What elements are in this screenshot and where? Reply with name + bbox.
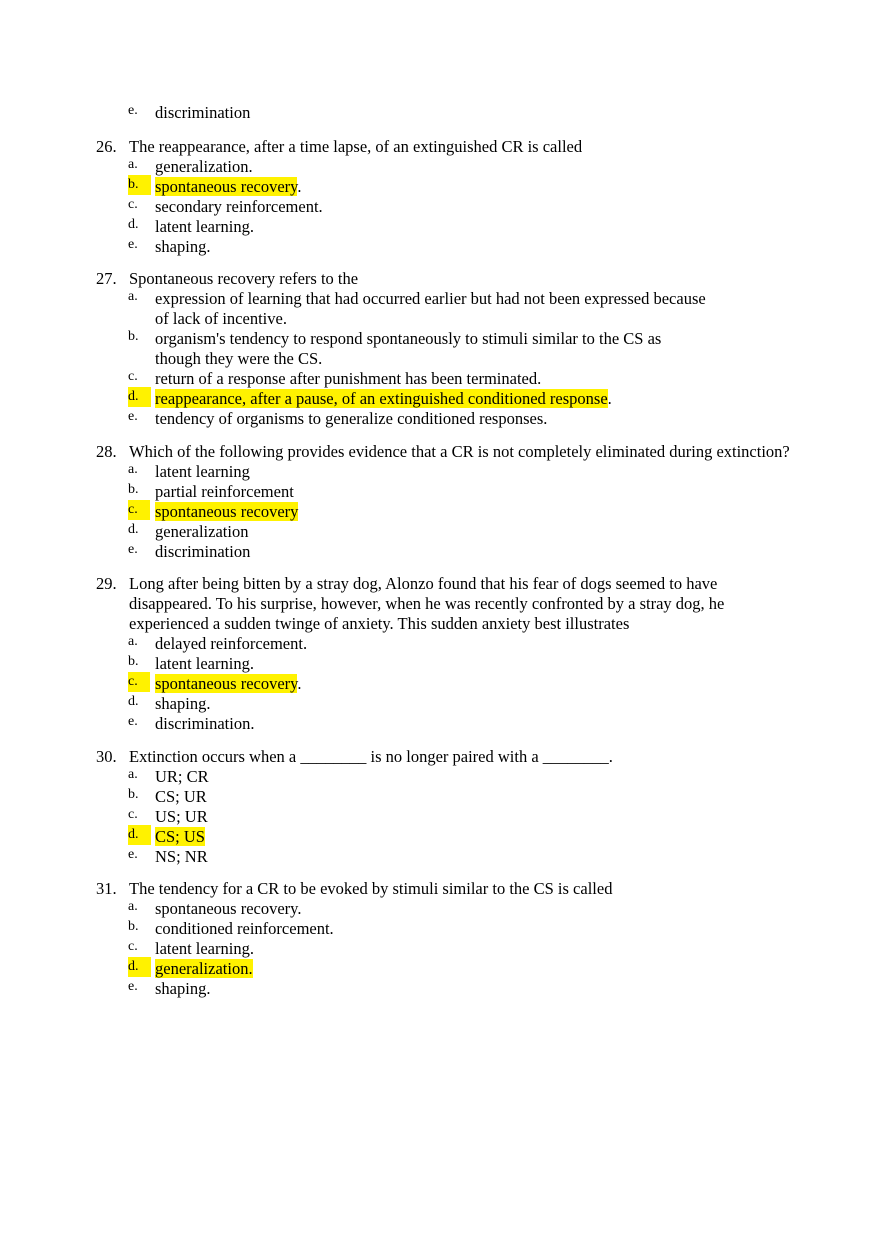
option-b bbox=[96, 329, 856, 369]
option-e bbox=[96, 714, 856, 734]
question-27 bbox=[96, 269, 856, 429]
option-d-correct bbox=[96, 959, 856, 979]
option-tail: . bbox=[297, 177, 302, 196]
option-text-highlighted: spontaneous recovery bbox=[155, 177, 298, 196]
option-text: generalization bbox=[155, 522, 249, 541]
option-text: spontaneous recovery. bbox=[155, 899, 302, 918]
option-letter: a. bbox=[128, 767, 138, 782]
option-text: discrimination bbox=[155, 103, 251, 122]
option-tail: . bbox=[297, 674, 302, 693]
option-letter: d. bbox=[128, 387, 151, 407]
option-text: generalization. bbox=[155, 157, 253, 176]
option-d bbox=[96, 522, 856, 542]
option-letter: c. bbox=[128, 500, 150, 520]
option-letter: a. bbox=[128, 289, 138, 304]
option-d-correct bbox=[96, 389, 856, 409]
stem-line: Long after being bitten by a stray dog, Alonzo found that his fear of dogs seemed to have bbox=[129, 574, 718, 593]
question-26 bbox=[96, 137, 856, 257]
option-c bbox=[96, 197, 856, 217]
option-c-correct bbox=[96, 502, 856, 522]
option-text: shaping. bbox=[155, 694, 211, 713]
option-text-highlighted: generalization. bbox=[155, 959, 253, 978]
option-text: latent learning. bbox=[155, 939, 254, 958]
option-e bbox=[96, 542, 856, 562]
stem-line: disappeared. To his surprise, however, when he was recently confronted by a stray dog, he bbox=[129, 594, 725, 613]
option-letter: e. bbox=[128, 409, 138, 424]
option-letter: c. bbox=[128, 672, 150, 692]
option-text: expression of learning that had occurred earlier but had not been expressed because bbox=[155, 289, 706, 308]
option-text-highlighted: spontaneous recovery bbox=[155, 674, 298, 693]
option-e bbox=[96, 979, 856, 999]
option-e bbox=[96, 847, 856, 867]
option-text: discrimination. bbox=[155, 714, 255, 733]
stem-line: Extinction occurs when a ________ is no longer paired with a ________. bbox=[129, 747, 613, 766]
option-text-line2: though they were the CS. bbox=[155, 349, 323, 368]
option-c-correct bbox=[96, 674, 856, 694]
option-text: conditioned reinforcement. bbox=[155, 919, 334, 938]
option-letter: a. bbox=[128, 462, 138, 477]
question-number: 29. bbox=[96, 574, 117, 593]
question-stem bbox=[96, 269, 856, 289]
option-b bbox=[96, 919, 856, 939]
option-text: US; UR bbox=[155, 807, 208, 826]
option-text-highlighted: CS; US bbox=[155, 827, 205, 846]
option-letter: b. bbox=[128, 919, 139, 934]
option-letter: d. bbox=[128, 217, 139, 232]
stem-line: The tendency for a CR to be evoked by stimuli similar to the CS is called bbox=[129, 879, 613, 898]
option-text: CS; UR bbox=[155, 787, 207, 806]
option-a bbox=[96, 767, 856, 787]
question-number: 30. bbox=[96, 747, 117, 766]
option-a bbox=[96, 462, 856, 482]
stem-line: Spontaneous recovery refers to the bbox=[129, 269, 359, 288]
question-number: 28. bbox=[96, 442, 117, 461]
option-text: secondary reinforcement. bbox=[155, 197, 323, 216]
question-stem bbox=[96, 137, 856, 157]
option-b bbox=[96, 654, 856, 674]
option-a bbox=[96, 157, 856, 177]
option-d bbox=[96, 217, 856, 237]
option-letter: d. bbox=[128, 522, 139, 537]
option-text-line2: of lack of incentive. bbox=[155, 309, 287, 328]
option-a bbox=[96, 634, 856, 654]
question-28 bbox=[96, 442, 856, 562]
option-letter: d. bbox=[128, 825, 151, 845]
question-29 bbox=[96, 574, 856, 734]
option-text: UR; CR bbox=[155, 767, 209, 786]
question-31 bbox=[96, 879, 856, 999]
question-stem bbox=[96, 442, 856, 462]
option-text-highlighted: reappearance, after a pause, of an extinguished conditioned response bbox=[155, 389, 608, 408]
option-text: organism's tendency to respond spontaneously to stimuli similar to the CS as bbox=[155, 329, 662, 348]
option-text: delayed reinforcement. bbox=[155, 634, 308, 653]
option-letter: d. bbox=[128, 694, 139, 709]
stem-line: Which of the following provides evidence that a CR is not completely eliminated during extinction? bbox=[129, 442, 790, 461]
option-a bbox=[96, 899, 856, 919]
option-tail: . bbox=[607, 389, 612, 408]
question-number: 31. bbox=[96, 879, 117, 898]
option-text: partial reinforcement bbox=[155, 482, 294, 501]
option-e bbox=[96, 237, 856, 257]
option-letter: b. bbox=[128, 482, 139, 497]
option-letter: e. bbox=[128, 542, 138, 557]
option-a bbox=[96, 289, 856, 329]
option-letter: e. bbox=[128, 103, 138, 118]
option-d-correct bbox=[96, 827, 856, 847]
option-text-highlighted: spontaneous recovery bbox=[155, 502, 299, 521]
option-text: latent learning. bbox=[155, 654, 254, 673]
option-text: shaping. bbox=[155, 237, 211, 256]
stem-line: The reappearance, after a time lapse, of an extinguished CR is called bbox=[129, 137, 583, 156]
question-30 bbox=[96, 747, 856, 867]
option-text: latent learning. bbox=[155, 217, 254, 236]
option-b bbox=[96, 482, 856, 502]
option-letter: d. bbox=[128, 957, 151, 977]
option-letter: e. bbox=[128, 714, 138, 729]
option-letter: a. bbox=[128, 157, 138, 172]
question-stem bbox=[96, 879, 856, 899]
option-letter: e. bbox=[128, 979, 138, 994]
option-letter: c. bbox=[128, 197, 138, 212]
question-stem bbox=[96, 747, 856, 767]
option-letter: e. bbox=[128, 847, 138, 862]
option-letter: c. bbox=[128, 807, 138, 822]
option-e bbox=[96, 409, 856, 429]
option-c bbox=[96, 807, 856, 827]
option-text: latent learning bbox=[155, 462, 250, 481]
option-e bbox=[96, 103, 856, 123]
question-number: 27. bbox=[96, 269, 117, 288]
option-text: shaping. bbox=[155, 979, 211, 998]
option-text: discrimination bbox=[155, 542, 251, 561]
question-number: 26. bbox=[96, 137, 117, 156]
option-text: return of a response after punishment has been terminated. bbox=[155, 369, 542, 388]
question-stem bbox=[96, 574, 856, 634]
option-letter: c. bbox=[128, 369, 138, 384]
option-text: NS; NR bbox=[155, 847, 208, 866]
option-text: tendency of organisms to generalize conditioned responses. bbox=[155, 409, 548, 428]
question-25-tail bbox=[96, 103, 856, 123]
option-letter: b. bbox=[128, 329, 139, 344]
option-b bbox=[96, 787, 856, 807]
option-letter: a. bbox=[128, 899, 138, 914]
option-b-correct bbox=[96, 177, 856, 197]
stem-line: experienced a sudden twinge of anxiety. This sudden anxiety best illustrates bbox=[129, 614, 630, 633]
option-letter: e. bbox=[128, 237, 138, 252]
option-letter: b. bbox=[128, 654, 139, 669]
option-d bbox=[96, 694, 856, 714]
option-c bbox=[96, 939, 856, 959]
option-c bbox=[96, 369, 856, 389]
option-letter: c. bbox=[128, 939, 138, 954]
option-letter: b. bbox=[128, 175, 151, 195]
option-letter: a. bbox=[128, 634, 138, 649]
option-letter: b. bbox=[128, 787, 139, 802]
